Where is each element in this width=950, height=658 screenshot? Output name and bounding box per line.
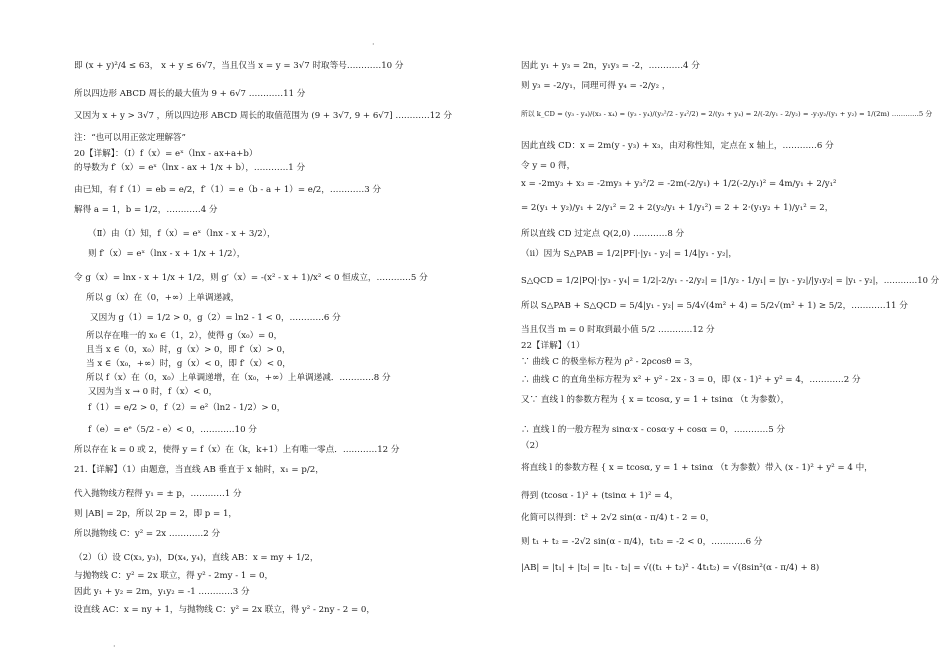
right-column-line-16: 又∵ 直线 l 的参数方程为 { x = tcosα, y = 1 + tsinα （t 为参数）， [521,395,790,405]
left-column-line-16: 当 x ∈（x₀，+∞）时，g（x）< 0，即 f′（x）< 0， [86,359,291,369]
right-column-line-5: 令 y = 0 得， [521,161,576,171]
left-column-line-5: 20【详解】：（Ⅰ）f（x）= eˣ（lnx - ax+a+b） [74,149,258,159]
left-column-line-2: 所以四边形 ABCD 周长的最大值为 9 + 6√7 …………11 分 [74,89,306,99]
right-column-line-6: x = -2my₃ + x₃ = -2my₃ + y₃²/2 = -2m(-2/y₁) + 1/2(-2/y₁)² = 4m/y₁ + 2/y₁² [521,179,837,189]
left-column-line-1: 即 (x + y)²/4 ≤ 63， x + y ≤ 6√7，当且仅当 x = y = 3√7 时取等号…………10 分 [74,61,404,71]
left-column-line-23: 代入抛物线方程得 y₁ = ± p，…………1 分 [74,489,242,499]
left-column-line-14: 所以存在唯一的 x₀ ∈（1，2），使得 g（x₀）= 0， [86,331,283,341]
right-column-line-21: 化简可以得到：t² + 2√2 sin(α - π/4) t - 2 = 0， [521,513,715,523]
left-column-line-18: 又因为当 x → 0 时，f（x）< 0， [88,387,218,397]
right-column-line-19: 将直线 l 的参数方程 { x = tcosα, y = 1 + tsinα （t 为参数）带入 (x - 1)² + y² = 4 中， [521,463,873,473]
left-column-line-21: 所以存在 k = 0 或 2，使得 y = f（x）在（k，k+1）上有唯一零点．…………12 分 [74,445,400,455]
right-column-line-4: 因此直线 CD：x = 2m(y - y₃) + x₃，由对称性知，定点在 x 轴上，…………6 分 [521,141,834,151]
left-column-line-15: 且当 x ∈（0，x₀）时，g（x）> 0，即 f′（x）> 0， [86,345,291,355]
right-column-line-18: （2） [521,441,544,451]
left-column-line-24: 则 |AB| = 2p，所以 2p = 2，即 p = 1， [74,509,238,519]
top-mark: · [372,40,375,49]
right-column-line-7: = 2(y₁ + y₂)/y₁ + 2/y₁² = 2 + 2(y₂/y₁ + 1/y₁²) = 2 + 2·(y₁y₂ + 1)/y₁² = 2， [521,203,834,213]
right-column-line-13: 22【详解】（1） [521,341,585,351]
right-column-line-20: 得到 (tcosα - 1)² + (tsinα + 1)² = 4， [521,491,679,501]
right-column-line-2: 则 y₃ = -2/y₁，同理可得 y₄ = -2/y₂ ， [521,81,671,91]
left-column-line-13: 又因为 g（1）= 1/2 > 0，g（2）= ln2 - 1 < 0，…………6 分 [90,313,341,323]
right-column-line-11: 所以 S△PAB + S△QCD = 5/4|y₁ - y₂| = 5/4√(4m² + 4) = 5/2√(m² + 1) ≥ 5/2，…………11 分 [521,301,908,311]
right-column-line-14: ∵ 曲线 C 的极坐标方程为 ρ² - 2ρcosθ = 3， [521,357,699,367]
left-column-line-8: 解得 a = 1，b = 1/2，…………4 分 [74,205,218,215]
left-column-line-7: 由已知，有 f（1）= eb = e/2，f′（1）= e（b - a + 1）= e/2，…………3 分 [74,185,382,195]
left-column-line-11: 令 g（x）= lnx - x + 1/x + 1/2，则 g′（x）= -(x² - x + 1)/x² < 0 恒成立，…………5 分 [74,273,428,283]
right-column-line-15: ∴ 曲线 C 的直角坐标方程为 x² + y² - 2x - 3 = 0，即 (x - 1)² + y² = 4，…………2 分 [521,375,861,385]
left-column-line-19: f（1）= e/2 > 0，f（2）= e²（ln2 - 1/2）> 0， [88,403,286,413]
right-column-line-10: S△QCD = 1/2|PQ|·|y₃ - y₄| = 1/2|-2/y₁ - -2/y₂| = |1/y₂ - 1/y₁| = |y₁ - y₂|/|y₁y₂| = |y₁ - y₂|，…………10 分 [521,275,939,285]
left-column-line-17: 所以 f（x）在（0，x₀）上单调递增，在（x₀，+∞）上单调递减．…………8 分 [86,373,391,383]
left-column-line-28: 因此 y₁ + y₂ = 2m，y₁y₂ = -1 …………3 分 [74,587,250,597]
bottom-mark: · [113,642,116,651]
left-column-line-26: （2）（i）设 C(x₃, y₃)，D(x₄, y₄)，直线 AB：x = my + 1/2， [74,553,319,563]
left-column [74,52,499,652]
left-column-line-3: 又因为 x + y > 3√7 ，所以四边形 ABCD 周长的取值范围为 (9 + 3√7, 9 + 6√7] …………12 分 [74,111,452,121]
right-column-line-23: |AB| = |t₁| + |t₂| = |t₁ - t₂| = √((t₁ + t₂)² - 4t₁t₂) = √(8sin²(α - π/4) + 8) [521,563,820,573]
right-column-line-9: （ii）因为 S△PAB = 1/2|PF|·|y₁ - y₂| = 1/4|y₁ - y₂|， [521,249,737,259]
left-column-line-29: 设直线 AC：x = ny + 1，与抛物线 C：y² = 2x 联立，得 y² - 2ny - 2 = 0， [74,605,375,615]
left-column-line-22: 21.【详解】（1）由题意，当直线 AB 垂直于 x 轴时，x₁ = p/2， [74,465,324,475]
right-column-line-3: 所以 k_CD = (y₃ - y₄)/(x₃ - x₄) = (y₃ - y₄)/(y₃²/2 - y₄²/2) = 2/(y₃ + y₄) = 2/(-2/y₁ - 2/y₂) = -y₁y₂/(y₁ + y₂) = 1/(2m) …………5 分 [521,110,933,118]
left-column-line-20: f（e）= eᵉ（5/2 - e）< 0，…………10 分 [88,425,257,435]
left-column-line-10: 则 f′（x）= eˣ（lnx - x + 1/x + 1/2）， [88,249,246,259]
right-column-line-17: ∴ 直线 l 的一般方程为 sinα·x - cosα·y + cosα = 0，…………5 分 [521,425,786,435]
left-column-line-25: 所以抛物线 C：y² = 2x …………2 分 [74,529,221,539]
left-column-line-6: 的导数为 f′（x）= eˣ（lnx - ax + 1/x + b），…………1 分 [74,163,306,173]
left-column-line-27: 与抛物线 C：y² = 2x 联立，得 y² - 2my - 1 = 0， [74,571,274,581]
right-column [521,52,946,652]
right-column-line-22: 则 t₁ + t₂ = -2√2 sin(α - π/4)，t₁t₂ = -2 < 0，…………6 分 [521,537,763,547]
left-column-line-4: 注：“也可以用正弦定理解答” [74,133,186,143]
right-column-line-1: 因此 y₁ + y₃ = 2n，y₁y₃ = -2，…………4 分 [521,61,700,71]
left-column-line-9: （Ⅱ）由（Ⅰ）知，f（x）= eˣ（lnx - x + 3/2）， [88,229,276,239]
right-column-line-8: 所以直线 CD 过定点 Q(2,0) …………8 分 [521,229,685,239]
right-column-line-12: 当且仅当 m = 0 时取到最小值 5/2 …………12 分 [521,325,715,335]
left-column-line-12: 所以 g（x）在（0，+∞）上单调递减， [86,293,240,303]
